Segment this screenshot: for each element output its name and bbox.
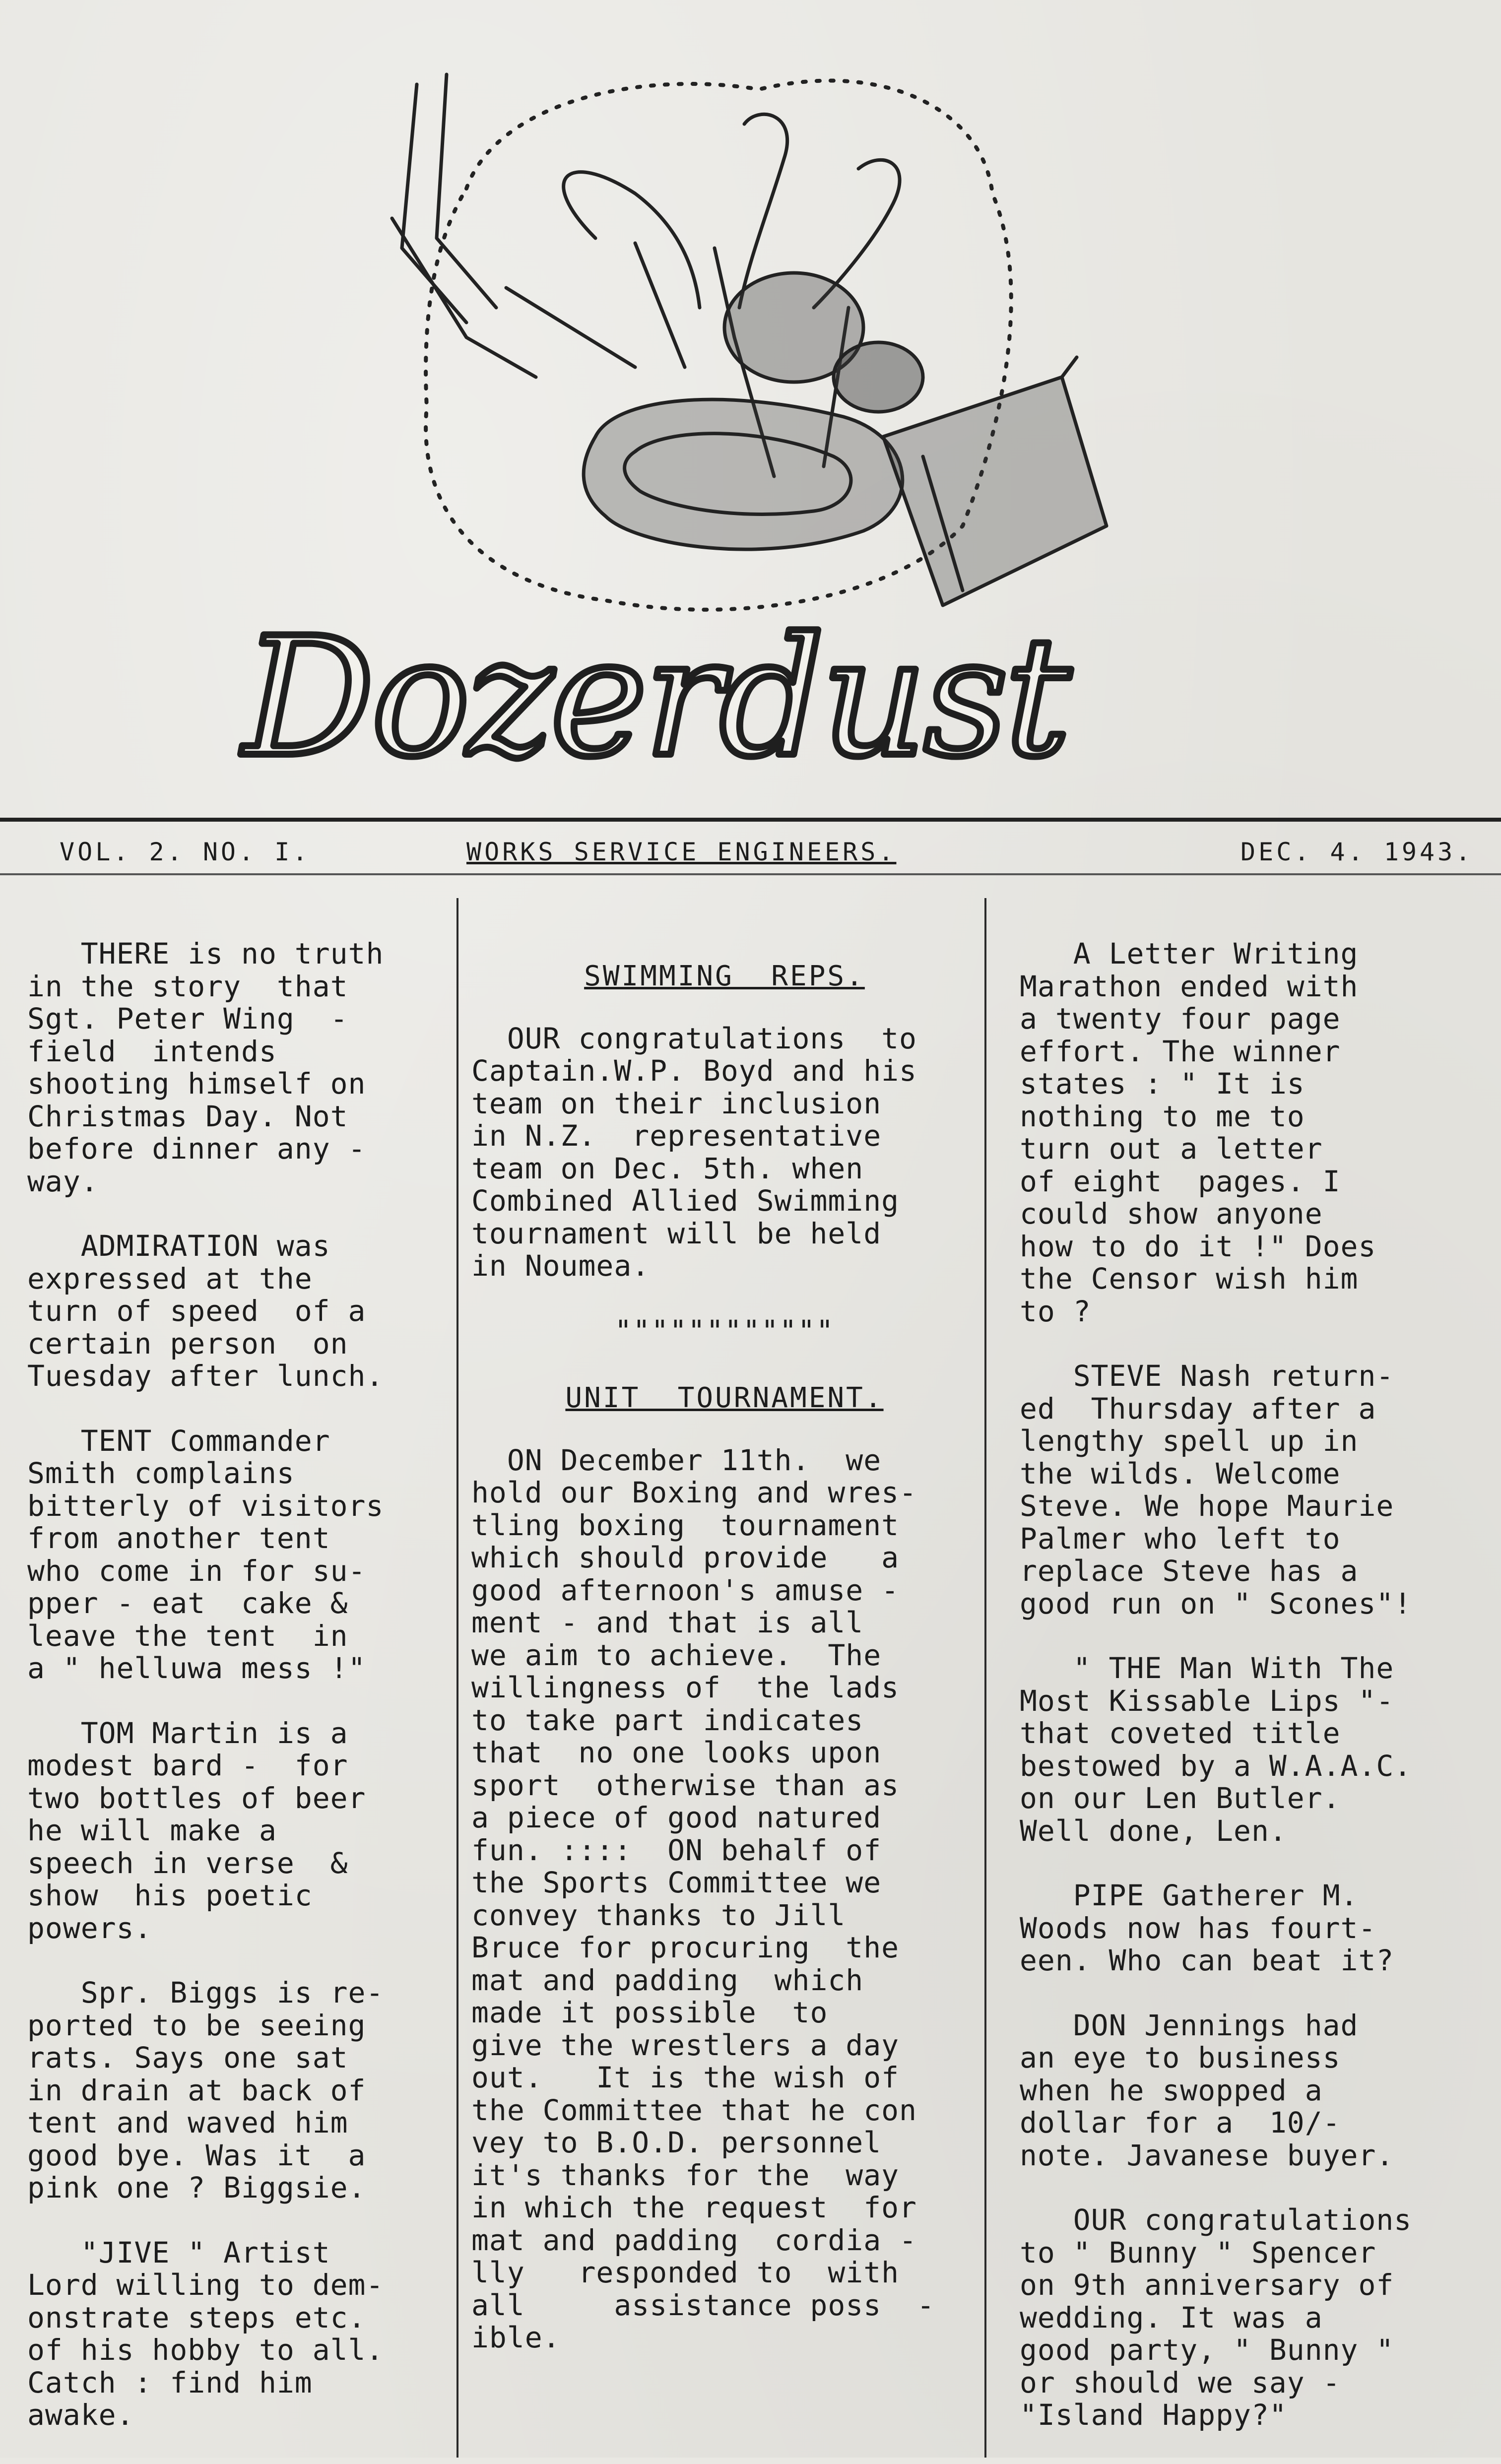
middle-column — [471, 960, 978, 2387]
paragraph: PIPE Gatherer M. Woods now has fourt- een. Who can beat it? — [1020, 1879, 1394, 1977]
separator: """""""""""" — [614, 1313, 835, 1348]
left-column — [27, 938, 424, 2464]
volume-number: VOL. 2. NO. I. — [60, 838, 311, 866]
paragraph: " THE Man With The Most Kissable Lips "- that coveted title bestowed by a W.A.A.C. on our Len Butler. Well done, Len. — [1020, 1651, 1412, 1848]
right-column — [1020, 938, 1466, 2464]
paragraph: Spr. Biggs is re- ported to be seeing rats. Says one sat in drain at back of tent and waved him good bye. Was it a pink one ? Biggsie. — [27, 1976, 384, 2205]
paragraph: STEVE Nash return- ed Thursday after a lengthy spell up in the wilds. Welcome Steve. We hope Maurie Palmer who left to replace Steve has a good run on " Scones"! — [1020, 1359, 1412, 1621]
paragraph: OUR congratulations to " Bunny " Spencer on 9th anniversary of wedding. It was a good party, " Bunny " or should we say - "Island Happy?" — [1020, 2203, 1412, 2432]
paragraph: TOM Martin is a modest bard - for two bottles of beer he will make a speech in verse & show his poetic powers. — [27, 1716, 366, 1945]
paragraph: THERE is no truth in the story that Sgt. Peter Wing - field intends shooting himself on Christmas Day. Not before dinner any - way. — [27, 937, 384, 1198]
paragraph: TENT Commander Smith complains bitterly of visitors from another tent who come in for su- pper - eat cake & leave the tent in a " helluwa mess !" — [27, 1424, 384, 1685]
masthead-title-text: Dozerdust — [243, 602, 1068, 793]
paragraph: A Letter Writing Marathon ended with a twenty four page effort. The winner states : " It is nothing to me to turn out a letter of eight pages. I could show anyone how to do it !" Does the Censor wish him to ? — [1020, 937, 1376, 1328]
masthead-title — [213, 585, 1255, 824]
unit-name: WORKS SERVICE ENGINEERS. — [466, 838, 897, 866]
header-underline — [0, 873, 1501, 875]
swimming-heading: SWIMMING REPS. — [584, 960, 865, 992]
tournament-paragraph: ON December 11th. we hold our Boxing and wres- tling boxing tournament which should provide a good afternoon's amuse - ment - and that is all we aim to achieve. The willingness of the lads to take part indicates that no one looks upon sport otherwise than as a piece of good natured fun. :::: ON behalf of the Sports Committee we convey thanks to Jill Bruce for procuring the mat and padding which made it possible to give the wrestlers a day out. It is the wish of the Committee that he con vey to B.O.D. personnel it's thanks for the way in which the request for mat and padding cordia - lly responded to with all assistance poss - ible. — [471, 1443, 935, 2354]
tournament-heading: UNIT TOURNAMENT. — [565, 1382, 884, 1414]
swimming-paragraph: OUR congratulations to Captain.W.P. Boyd and his team on their inclusion in N.Z. representative team on Dec. 5th. when Combined Allied Swimming tournament will be held in Noumea. — [471, 1021, 917, 1283]
header-rule — [0, 818, 1501, 822]
issue-date: DEC. 4. 1943. — [1240, 838, 1474, 866]
paragraph: ADMIRATION was expressed at the turn of speed of a certain person on Tuesday after lunch. — [27, 1229, 384, 1393]
paragraph: DON Jennings had an eye to business when he swopped a dollar for a 10/- note. Javanese buyer. — [1020, 2008, 1394, 2172]
paragraph: "JIVE " Artist Lord willing to dem- onstrate steps etc. of his hobby to all. Catch : find him awake. — [27, 2235, 384, 2432]
